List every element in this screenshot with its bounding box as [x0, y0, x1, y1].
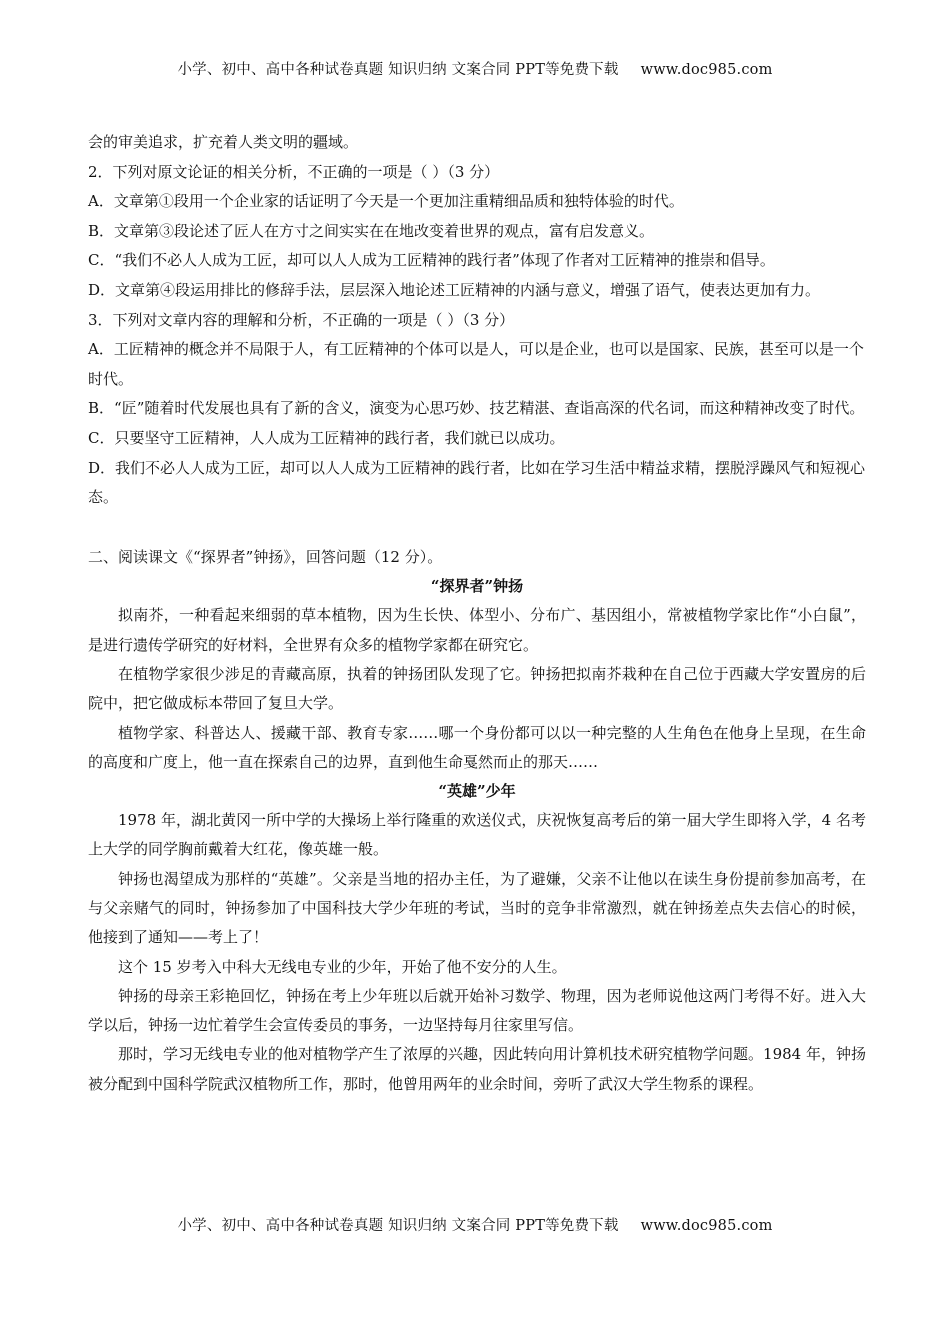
footer-url[interactable]: www.doc985.com [640, 1218, 773, 1234]
article-paragraph: 这个 15 岁考入中科大无线电专业的少年，开始了他不安分的人生。 [118, 957, 567, 976]
section-spacer [88, 513, 866, 543]
question-3 [88, 306, 866, 513]
question-3-option-b: B．“匠”随着时代发展也具有了新的含义，演变为心思巧妙、技艺精湛、查诣高深的代名词，而这种精神改变了时代。 [88, 399, 865, 418]
article-paragraph: 那时，学习无线电专业的他对植物学产生了浓厚的兴趣，因此转向用计算机技术研究植物学问题。1984 年，钟扬被分配到中国科学院武汉植物所工作，那时，他曾用两年的业余时间，旁听了武汉大学生物系的课程。 [88, 1045, 866, 1093]
question-2-option-a: A．文章第①段用一个企业家的话证明了今天是一个更加注重精细品质和独特体验的时代。 [88, 192, 684, 211]
article-subtitle: “英雄”少年 [438, 782, 516, 801]
section-2 [88, 543, 866, 1099]
question-3-option-d: D．我们不必人人成为工匠，却可以人人成为工匠精神的践行者，比如在学习生活中精益求精，摆脱浮躁风气和短视心态。 [88, 458, 866, 507]
question-3-option-a: A．工匠精神的概念并不局限于人，有工匠精神的个体可以是人，可以是企业，也可以是国家、民族，甚至可以是一个时代。 [88, 340, 864, 388]
article-paragraph: 钟扬也渴望成为那样的“英雄”。父亲是当地的招办主任，为了避嫌，父亲不让他以在读生身份提前参加高考，在与父亲赌气的同时，钟扬参加了中国科技大学少年班的考试，当时的竞争非常激烈，就在钟扬差点失去信心的时候，他接到了通知——考上了！ [88, 869, 866, 947]
article-paragraph: 植物学家、科普达人、援藏干部、教育专家……哪一个身份都可以以一种完整的人生角色在他身上呈现，在生命的高度和广度上，他一直在探索自己的边界，直到他生命戛然而止的那天…… [88, 723, 866, 771]
question-2-stem: 2．下列对原文论证的相关分析，不正确的一项是（ ）（3 分） [88, 162, 500, 181]
header-url[interactable]: www.doc985.com [640, 62, 773, 78]
question-3-stem: 3．下列对文章内容的理解和分析，不正确的一项是（ ）（3 分） [88, 310, 515, 329]
intro-continuation: 会的审美追求，扩充着人类文明的疆域。 [88, 133, 359, 151]
question-2 [88, 158, 866, 306]
question-2-option-d: D．文章第④段运用排比的修辞手法，层层深入地论述工匠精神的内涵与意义，增强了语气，使表达更加有力。 [88, 280, 821, 299]
question-2-option-b: B．文章第③段论述了匠人在方寸之间实实在在地改变着世界的观点，富有启发意义。 [88, 221, 655, 240]
page-content [88, 128, 866, 1099]
article-paragraph: 拟南芥，一种看起来细弱的草本植物，因为生长快、体型小、分布广、基因组小，常被植物学家比作“小白鼠”，是进行遗传学研究的好材料，全世界有众多的植物学家都在研究它。 [88, 606, 866, 654]
question-2-option-c: C．“我们不必人人成为工匠，却可以人人成为工匠精神的践行者”体现了作者对工匠精神的推崇和倡导。 [88, 251, 775, 270]
article-title: “探界者”钟扬 [430, 577, 524, 596]
footer-text: 小学、初中、高中各种试卷真题 知识归纳 文案合同 PPT等免费下载 [177, 1218, 619, 1234]
article-paragraph: 在植物学家很少涉足的青藏高原，执着的钟扬团队发现了它。钟扬把拟南芥栽种在自己位于西藏大学安置房的后院中，把它做成标本带回了复旦大学。 [88, 664, 866, 713]
page-header [0, 58, 950, 79]
page-footer [0, 1214, 950, 1235]
article-paragraph: 钟扬的母亲王彩艳回忆，钟扬在考上少年班以后就开始补习数学、物理，因为老师说他这两门考得不好。进入大学以后，钟扬一边忙着学生会宣传委员的事务，一边坚持每月往家里写信。 [88, 986, 866, 1035]
article-paragraph: 1978 年，湖北黄冈一所中学的大操场上举行隆重的欢送仪式，庆祝恢复高考后的第一届大学生即将入学，4 名考上大学的同学胸前戴着大红花，像英雄一般。 [88, 811, 866, 859]
header-text: 小学、初中、高中各种试卷真题 知识归纳 文案合同 PPT等免费下载 [177, 62, 619, 78]
section-2-heading: 二、阅读课文《“探界者”钟扬》，回答问题（12 分）。 [88, 547, 443, 566]
question-3-option-c: C．只要坚守工匠精神，人人成为工匠精神的践行者，我们就已以成功。 [88, 428, 565, 447]
